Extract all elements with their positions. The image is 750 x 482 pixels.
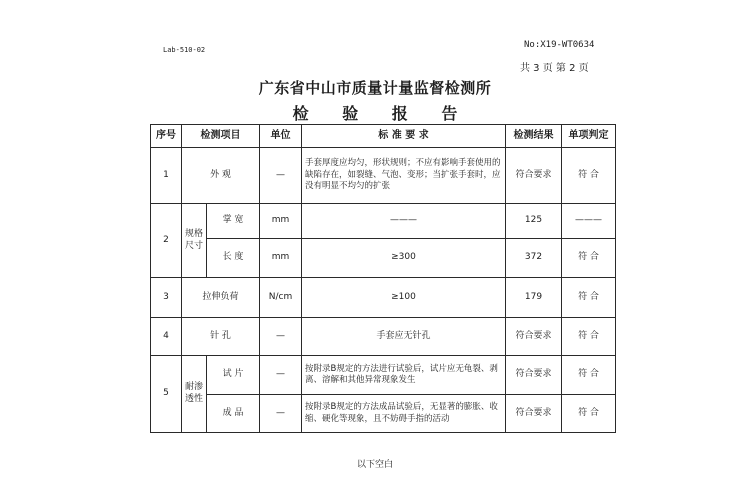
report-number: No:X19-WT0634 [524,40,595,50]
result-cell: 符合要求 [506,356,562,395]
table-row [151,148,616,204]
verdict-cell: ——— [562,204,616,239]
requirement-cell: 按附录B规定的方法进行试验后，试片应无龟裂、剥离、溶解和其他异常现象发生 [302,356,506,395]
row-no: 2 [151,204,182,278]
sub-item: 长 度 [207,239,260,278]
verdict-cell: 符 合 [562,356,616,395]
sub-item: 掌 宽 [207,204,260,239]
col-header-unit: 单位 [260,125,302,148]
table-row [151,395,616,433]
row-no: 3 [151,278,182,318]
requirement-cell: ——— [302,204,506,239]
test-item: 拉伸负荷 [182,278,260,318]
verdict-cell: 符 合 [562,278,616,318]
verdict-cell: 符 合 [562,239,616,278]
requirement-cell: 按附录B规定的方法成品试验后，无显著的膨胀、收缩、硬化等现象，且不妨碍手指的活动 [302,395,506,433]
group-label [182,356,207,433]
report-title: 检 验 报 告 [292,104,472,123]
unit-cell: — [260,395,302,433]
col-header-item: 检测项目 [182,125,260,148]
col-header-result: 检测结果 [506,125,562,148]
requirement-cell: 手套厚度应均匀，形状规则；不应有影响手套使用的缺陷存在，如裂缝、气泡、变形；当扩张手套时，应没有明显不均匀的扩张 [302,148,506,204]
result-cell: 179 [506,278,562,318]
table-row [151,356,616,395]
test-item: 针 孔 [182,318,260,356]
test-results-table [150,124,616,433]
page-count: 共 3 页 第 2 页 [520,63,589,74]
institute-name: 广东省中山市质量计量监督检测所 [258,79,492,97]
unit-cell: — [260,356,302,395]
unit-cell: — [260,148,302,204]
row-no: 4 [151,318,182,356]
table-row [151,204,616,239]
group-label-text: 规格尺寸 [184,228,203,251]
col-header-requirement: 标 准 要 求 [302,125,506,148]
unit-cell: — [260,318,302,356]
row-no: 5 [151,356,182,433]
unit-cell: mm [260,204,302,239]
col-header-no: 序号 [151,125,182,148]
table-row [151,278,616,318]
table-row [151,318,616,356]
sub-item: 试 片 [207,356,260,395]
table-header-row [151,125,616,148]
row-no: 1 [151,148,182,204]
unit-cell: N/cm [260,278,302,318]
sub-item: 成 品 [207,395,260,433]
result-cell: 符合要求 [506,148,562,204]
result-cell: 符合要求 [506,318,562,356]
result-cell: 符合要求 [506,395,562,433]
requirement-cell: ≥300 [302,239,506,278]
requirement-cell: 手套应无针孔 [302,318,506,356]
result-cell: 372 [506,239,562,278]
group-label [182,204,207,278]
verdict-cell: 符 合 [562,318,616,356]
requirement-cell: ≥100 [302,278,506,318]
unit-cell: mm [260,239,302,278]
verdict-cell: 符 合 [562,395,616,433]
table-row [151,239,616,278]
blank-below-note: 以下空白 [356,460,393,470]
col-header-verdict: 单项判定 [562,125,616,148]
form-code: Lab-510-02 [163,46,206,54]
test-item: 外 观 [182,148,260,204]
group-label-text: 耐渗透性 [184,382,203,404]
verdict-cell: 符 合 [562,148,616,204]
result-cell: 125 [506,204,562,239]
